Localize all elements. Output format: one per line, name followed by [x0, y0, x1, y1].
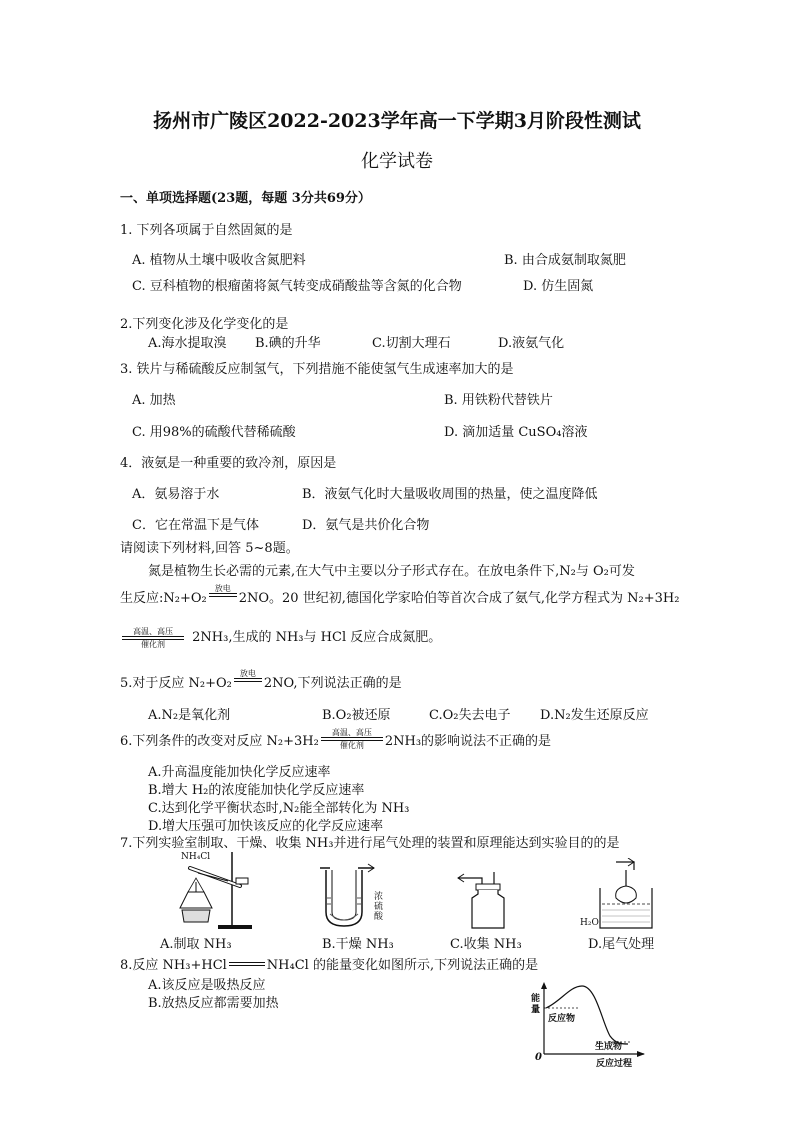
energy-y-label: 能量 — [531, 994, 541, 1015]
q3-option-d: D. 滴加适量 CuSO₄溶液 — [444, 425, 588, 440]
material-intro: 请阅读下列材料,回答 5~8题。 — [120, 541, 299, 556]
q3-option-b: B. 用铁粉代替铁片 — [444, 393, 553, 408]
q2-option-a: A.海水提取溴 — [148, 336, 227, 351]
q5-option-b: B.O₂被还原 — [322, 708, 391, 723]
q8-option-a: A.该反应是吸热反应 — [148, 978, 266, 993]
q5-option-a: A.N₂是氧化剂 — [148, 708, 231, 723]
q5-option-d: D.N₂发生还原反应 — [540, 708, 649, 723]
section-heading: 一、单项选择题(23题，每题 3分共69分） — [120, 191, 371, 206]
q2-option-d: D.液氨气化 — [498, 336, 565, 351]
reaction-condition-discharge: 放电 — [209, 584, 237, 606]
q5-stem-part-a: 5.对于反应 N₂+O₂ — [120, 676, 232, 691]
q3-option-c: C. 用98%的硫酸代替稀硫酸 — [132, 425, 296, 440]
q3-stem: 3. 铁片与稀硫酸反应制氢气，下列措施不能使氢气生成速率加大的是 — [120, 362, 514, 377]
q2-option-c: C.切割大理石 — [372, 336, 451, 351]
q6-condition-haber: 高温、高压 催化剂 — [321, 728, 383, 750]
q2-stem: 2.下列变化涉及化学变化的是 — [120, 317, 289, 332]
page-title: 扬州市广陵区2022-2023学年高一下学期3月阶段性测试 — [153, 110, 641, 132]
material-line-3 — [120, 626, 441, 649]
q5-option-c: C.O₂失去电子 — [429, 708, 511, 723]
material-line-2-part-a: 生反应:N₂+O₂ — [120, 591, 207, 606]
q3-option-a: A. 加热 — [132, 393, 176, 408]
q1-option-c: C. 豆科植物的根瘤菌将氮气转变成硝酸盐等含氮的化合物 — [132, 279, 462, 294]
material-line-2 — [120, 583, 680, 610]
q7-option-b: B.干燥 NH₃ — [322, 937, 394, 952]
q6-stem-part-b: 2NH₃的影响说法不正确的是 — [384, 734, 552, 749]
q2-option-b: B.碘的升华 — [255, 336, 321, 351]
q8-stem-part-a: 8.反应 NH₃+HCl — [120, 958, 227, 973]
q1-option-a: A. 植物从土壤中吸收含氮肥料 — [132, 253, 306, 268]
energy-origin-label: 0 — [535, 1052, 542, 1063]
q4-option-b: B．液氨气化时大量吸收周围的热量，使之温度降低 — [302, 487, 598, 502]
q8-equal-sign — [229, 962, 265, 966]
q7-option-c: C.收集 NH₃ — [450, 937, 522, 952]
apparatus-b-figure — [318, 862, 378, 930]
apparatus-b-acid-label: 浓硫酸 — [374, 892, 384, 922]
q8-option-b: B.放热反应都需要加热 — [148, 996, 279, 1011]
q7-option-a: A.制取 NH₃ — [160, 937, 232, 952]
apparatus-a-reagent-label: NH₄Cl — [181, 852, 211, 862]
apparatus-d-figure — [596, 858, 658, 932]
q6-option-a: A.升高温度能加快化学反应速率 — [148, 765, 331, 780]
q6-option-c: C.达到化学平衡状态时,N₂能全部转化为 NH₃ — [148, 801, 410, 816]
q1-option-b: B. 由合成氨制取氮肥 — [504, 253, 626, 268]
energy-reactant-label: 反应物 — [548, 1014, 576, 1024]
q5-stem — [120, 668, 402, 695]
energy-x-label: 反应过程 — [596, 1059, 633, 1069]
reaction-condition-haber: 高温、高压 催化剂 — [122, 627, 184, 649]
material-line-3-text: 2NH₃,生成的 NH₃与 HCl 反应合成氮肥。 — [192, 630, 442, 645]
q4-option-a: A．氨易溶于水 — [132, 487, 220, 502]
q5-condition-discharge: 放电 — [234, 669, 262, 691]
q4-option-d: D．氨气是共价化合物 — [302, 518, 430, 533]
material-line-2-part-b: 2NO。20 世纪初,德国化学家哈伯等首次合成了氨气,化学方程式为 N₂+3H₂ — [238, 591, 680, 606]
q5-stem-part-b: 2NO,下列说法正确的是 — [263, 676, 402, 691]
page-subtitle: 化学试卷 — [361, 151, 433, 172]
q7-option-d: D.尾气处理 — [588, 937, 655, 952]
q1-stem: 1. 下列各项属于自然固氮的是 — [120, 223, 293, 238]
q1-option-d: D. 仿生固氮 — [523, 279, 594, 294]
q8-stem — [120, 954, 538, 973]
apparatus-c-figure — [456, 866, 516, 932]
q6-stem — [120, 727, 552, 753]
q4-stem: 4．液氨是一种重要的致冷剂，原因是 — [120, 456, 337, 471]
q6-option-b: B.增大 H₂的浓度能加快化学反应速率 — [148, 783, 365, 798]
q6-option-d: D.增大压强可加快该反应的化学反应速率 — [148, 819, 384, 834]
energy-product-label: 生成物 — [595, 1042, 623, 1052]
q4-option-c: C．它在常温下是气体 — [132, 518, 259, 533]
q7-stem: 7.下列实验室制取、干燥、收集 NH₃并进行尾气处理的装置和原理能达到实验目的的是 — [120, 836, 620, 851]
apparatus-d-water-label: H₂O — [580, 918, 599, 928]
material-line-1: 氮是植物生长必需的元素,在大气中主要以分子形式存在。在放电条件下,N₂与 O₂可发 — [148, 564, 635, 579]
q8-stem-part-b: NH₄Cl 的能量变化如图所示,下列说法正确的是 — [266, 958, 539, 973]
q6-stem-part-a: 6.下列条件的改变对反应 N₂+3H₂ — [120, 734, 319, 749]
